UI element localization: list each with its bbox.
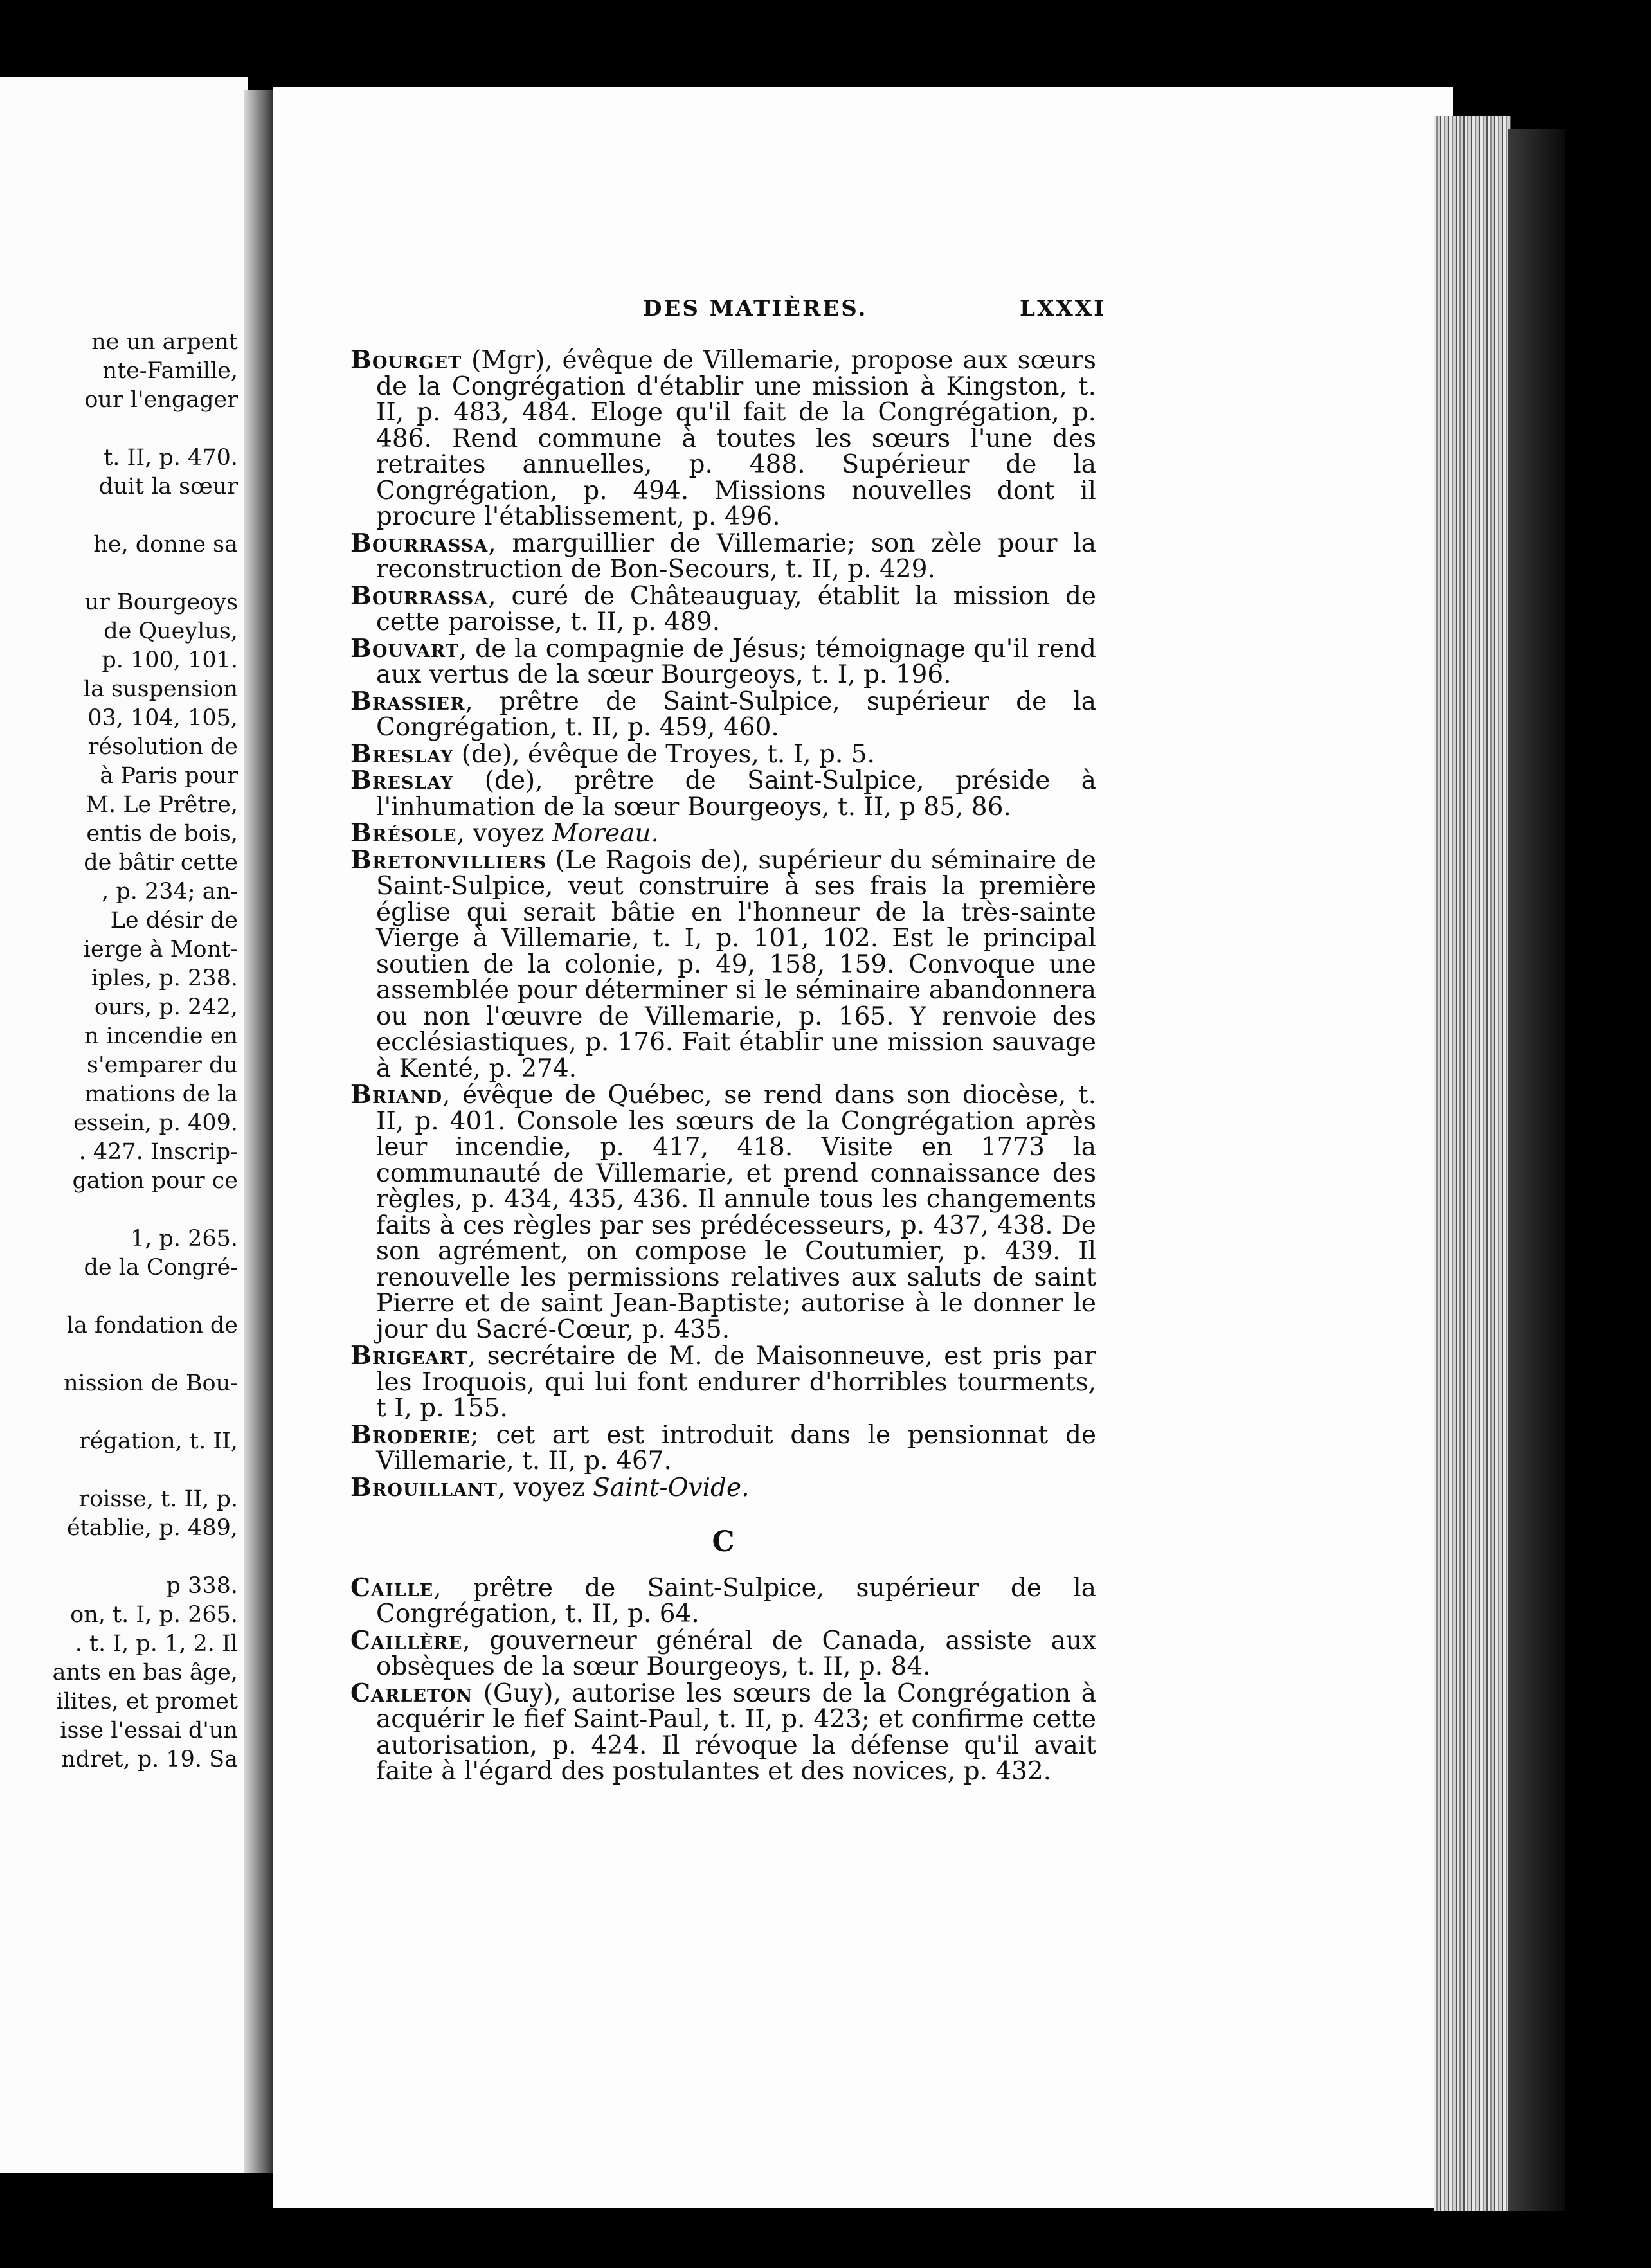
previous-page-line: la fondation de xyxy=(66,1313,238,1338)
previous-page-line: essein, p. 409. xyxy=(73,1110,238,1136)
entry-text: , de la compagnie de Jésus; témoignage qu'il rend aux vertus de la sœur Bourgeoys, t. I, p. 196. xyxy=(376,634,1096,689)
previous-page-line: ants en bas âge, xyxy=(52,1660,238,1686)
previous-page-line: on, t. I, p. 265. xyxy=(70,1602,238,1628)
previous-page-line: ours, p. 242, xyxy=(94,995,238,1020)
entry-headword: Brésole xyxy=(350,818,457,848)
entry-text: , curé de Châteauguay, établit la mission de cette paroisse, t. II, p. 489. xyxy=(376,581,1096,636)
entry-headword: Briand xyxy=(350,1080,443,1110)
index-entry xyxy=(350,347,1096,530)
index-entries-c xyxy=(350,1572,1096,1786)
previous-page-line xyxy=(0,1282,238,1311)
index-body xyxy=(350,347,1096,1785)
entry-text: , évêque de Québec, se rend dans son diocèse, t. II, p. 401. Console les sœurs de la Congrégation après leur incendie, p. 417, 418. Visite en 1773 la communauté de Villemarie, et prend connaissance des règles, p. 434, 435, 436. Il annule tous les changements faits à ces règles par ses prédécesseurs, p. 437, 438. De son agrément, on compose le Coutumier, p. 439. Il renouvelle les permissions relatives aux saluts de saint Pierre et de saint Jean-Baptiste; autorise à le donner le jour du Sacré-Cœur, p. 435. xyxy=(376,1081,1096,1344)
index-entry xyxy=(350,633,1096,689)
page-number: LXXXI xyxy=(1020,296,1106,321)
index-entry xyxy=(350,768,1096,820)
previous-page-line: he, donne sa xyxy=(93,532,238,557)
previous-page-line: M. Le Prêtre, xyxy=(86,792,238,818)
previous-page-line: établie, p. 489, xyxy=(67,1515,238,1541)
index-entry xyxy=(350,1680,1096,1785)
previous-page-line: nte-Famille, xyxy=(102,358,238,384)
previous-page-line: . t. I, p. 1, 2. Il xyxy=(75,1631,238,1657)
index-entry xyxy=(350,820,1096,847)
previous-page-line xyxy=(0,559,238,588)
section-letter: C xyxy=(712,1526,735,1558)
previous-page-line: s'emparer du xyxy=(86,1052,238,1078)
page-edges xyxy=(1434,116,1511,2211)
entry-text: (de), prêtre de Saint-Sulpice, préside à l'inhumation de la sœur Bourgeoys, t. II, p 85, 86. xyxy=(376,766,1096,822)
entry-headword: Bourrassa xyxy=(350,580,489,611)
running-head-title: DES MATIÈRES. xyxy=(643,296,868,321)
previous-page-line: la suspension xyxy=(83,676,238,702)
index-entry xyxy=(350,1472,1096,1502)
previous-page-line: p. 100, 101. xyxy=(102,647,238,673)
index-entry xyxy=(350,1625,1096,1681)
previous-page-line: régation, t. II, xyxy=(79,1428,238,1454)
entry-text: , voyez xyxy=(456,819,552,848)
entry-cross-reference: Saint-Ovide. xyxy=(593,1473,750,1502)
entry-text: , prêtre de Saint-Sulpice, supérieur de la Congrégation, t. II, p. 459, 460. xyxy=(376,687,1096,742)
entry-text: (Guy), autorise les sœurs de la Congrégation à acquérir le fief Saint-Paul, t. II, p. 423; et confirme cette autorisation, p. 424. Il révoque la défense qu'il avait faite à l'égard des postulantes et des novices, p. 432. xyxy=(376,1679,1096,1786)
previous-page-line: duit la sœur xyxy=(98,474,238,500)
previous-page-line xyxy=(0,501,238,530)
previous-page-line: iples, p. 238. xyxy=(91,966,238,991)
previous-page-line: t. II, p. 470. xyxy=(104,445,238,471)
entry-headword: Bouvart xyxy=(350,633,459,663)
index-entry xyxy=(350,580,1096,636)
entry-headword: Brassier xyxy=(350,686,465,716)
previous-page-line: ur Bourgeoys xyxy=(84,590,238,615)
entry-headword: Caille xyxy=(350,1572,434,1603)
entry-cross-reference: Moreau. xyxy=(552,819,659,848)
previous-page-line: roisse, t. II, p. xyxy=(78,1486,238,1512)
entry-text: , secrétaire de M. de Maisonneuve, est pris par les Iroquois, qui lui font endurer d'horribles tourments, t I, p. 155. xyxy=(376,1342,1096,1423)
previous-page-line: n incendie en xyxy=(84,1023,238,1049)
previous-page-line: entis de bois, xyxy=(86,821,238,847)
entry-headword: Bourget xyxy=(350,345,462,375)
entry-text: , voyez xyxy=(497,1473,593,1502)
entry-text: , gouverneur général de Canada, assiste aux obsèques de la sœur Bourgeoys, t. II, p. 84. xyxy=(376,1626,1096,1681)
index-entry xyxy=(350,741,1096,768)
book-gutter xyxy=(244,90,276,2173)
previous-page-line: ilites, et promet xyxy=(56,1689,238,1715)
index-entry xyxy=(350,1572,1096,1628)
entry-headword: Breslay xyxy=(350,766,454,795)
entry-headword: Broderie xyxy=(350,1419,471,1450)
previous-page-line: de Queylus, xyxy=(104,618,238,644)
previous-page-line xyxy=(0,1456,238,1485)
previous-page-line: de bâtir cette xyxy=(84,850,238,876)
index-entry xyxy=(350,530,1096,583)
previous-page-line: isse l'essai d'un xyxy=(60,1718,238,1743)
entry-headword: Brouillant xyxy=(350,1472,498,1502)
previous-page-line xyxy=(0,1196,238,1225)
entry-text: (Mgr), évêque de Villemarie, propose aux sœurs de la Congrégation d'établir une mission à Kingston, t. II, p. 483, 484. Eloge qu'il fait de la Congrégation, p. 486. Rend commune à toutes les sœurs l'une des retraites annuelles, p. 488. Supérieur de la Congrégation, p. 494. Missions nouvelles dont il procure l'établissement, p. 496. xyxy=(376,346,1096,531)
entry-text: ; cet art est introduit dans le pensionnat de Villemarie, t. II, p. 467. xyxy=(376,1420,1096,1475)
entry-text: , prêtre de Saint-Sulpice, supérieur de la Congrégation, t. II, p. 64. xyxy=(376,1573,1096,1628)
previous-page-line xyxy=(0,415,238,444)
previous-page-line: 03, 104, 105, xyxy=(87,705,238,731)
previous-page-line xyxy=(0,1398,238,1427)
previous-page-line: p 338. xyxy=(166,1573,238,1599)
entry-headword: Breslay xyxy=(350,739,454,769)
index-entry xyxy=(350,688,1096,741)
previous-page-line xyxy=(0,1543,238,1572)
previous-page-line: 1, p. 265. xyxy=(130,1226,238,1252)
previous-page-line: à Paris pour xyxy=(100,763,238,789)
previous-page-line: Le désir de xyxy=(110,908,238,933)
previous-page-line: résolution de xyxy=(87,734,238,760)
book-edge-shadow xyxy=(1508,129,1565,2211)
previous-page-line xyxy=(0,1340,238,1369)
previous-page-line: ne un arpent xyxy=(91,329,238,355)
entry-headword: Caillère xyxy=(350,1625,463,1655)
previous-page-line: our l'engager xyxy=(84,387,238,413)
index-entry xyxy=(350,1419,1096,1475)
entry-headword: Bretonvilliers xyxy=(350,845,546,875)
index-entry xyxy=(350,1343,1096,1422)
previous-page-line: ierge à Mont- xyxy=(83,937,238,962)
previous-page-line: ndret, p. 19. Sa xyxy=(61,1747,238,1772)
previous-page-line: gation pour ce xyxy=(72,1168,238,1194)
previous-page-line: de la Congré- xyxy=(84,1255,238,1281)
previous-page-line: nission de Bou- xyxy=(64,1371,238,1396)
entry-text: (Le Ragois de), supérieur du séminaire de Saint-Sulpice, veut construire à ses frais la première église qui serait bâtie en l'honneur de la très-sainte Vierge à Villemarie, t. I, p. 101, 102. Est le principal soutien de la colonie, p. 49, 158, 159. Convoque une assemblée pour déterminer si le séminaire abandonnera ou non l'œuvre de Villemarie, p. 165. Y renvoie des ecclésiastiques, p. 176. Fait établir une mission sauvage à Kenté, p. 274. xyxy=(376,845,1096,1083)
index-entry xyxy=(350,847,1096,1083)
index-entry xyxy=(350,1082,1096,1343)
previous-page-line: mations de la xyxy=(84,1081,238,1107)
entry-headword: Carleton xyxy=(350,1678,473,1708)
index-entries-b xyxy=(350,347,1096,1501)
entry-headword: Brigeart xyxy=(350,1341,468,1371)
entry-text: , marguillier de Villemarie; son zèle pour la reconstruction de Bon-Secours, t. II, p. 429. xyxy=(376,528,1096,584)
entry-text: (de), évêque de Troyes, t. I, p. 5. xyxy=(453,739,875,769)
previous-page-text xyxy=(0,328,238,1774)
previous-page-line: . 427. Inscrip- xyxy=(78,1139,238,1165)
previous-page-line: , p. 234; an- xyxy=(102,879,238,905)
entry-headword: Bourrassa xyxy=(350,528,489,558)
